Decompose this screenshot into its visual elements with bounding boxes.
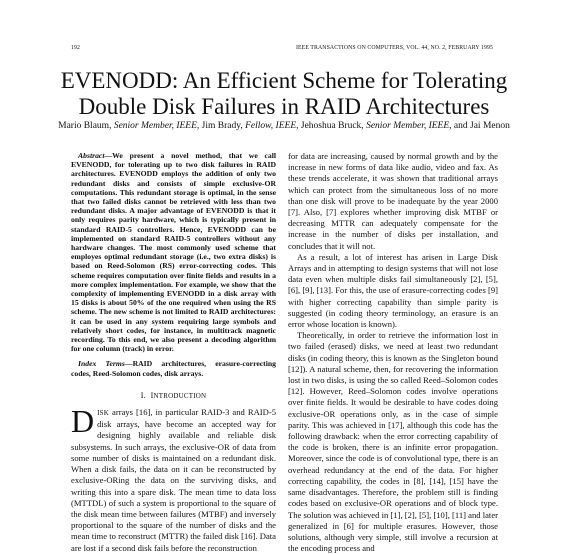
author-name: Mario Blaum,	[58, 121, 112, 131]
page-number: 192	[71, 45, 80, 51]
author-affiliation: Senior Member, IEEE,	[113, 121, 200, 131]
right-column	[288, 151, 498, 554]
abstract-text: We present a novel method, that we call EVENODD, for tolerating up to two disk failures in RAID architectures. EVENODD employs the addition of only two redundant disks and consists of simple exclusive-OR computations. This redundant storage is optimal, in the sense that two failed disks cannot be retrieved with less than two redundant disks. A major advantage of EVENODD is that it only requires parity hardware, which is typically present in standard RAID-5 controllers. Hence, EVENODD can be implemented on standard RAID-5 controllers without any hardware changes. The most commonly used scheme that employes optimal redundant storage (i.e., two extra disks) is based on Reed-Solomon (RS) error-correcting codes. This scheme requires computation over finite fields and results in a more complex implementation. For example, we show that the complexity of implementing EVENODD in a disk array with 15 disks is about 50% of the one required when using the RS scheme. The new scheme is not limited to RAID architectures: it can be used in any system requiring large symbols and relatively short codes, for instance, in multitrack magnetic recording. To this end, we also present a decoding algorithm for one column (track) in error.	[71, 151, 276, 354]
introduction-text: arrays [16], in particular RAID-3 and RAID-5 disk arrays, have become an accepted way for designing highly available and reliable disk subsystems. In such arrays, the exclusive-OR of data from some number of disks is maintained on a redundant disk. When a disk fails, the data on it can be reconstructed by exclusive-ORing the data on the surviving disks, and writing this into a spare disk. The mean time to data loss (MTTDL) of such a system is proportional to the square of the disk mean time between failures (MTBF) and inversely proportional to the square of the number of disks and the mean time to reconstruct (MTTR) the failed disk [16]. Data are lost if a second disk fails before the reconstruction	[71, 407, 276, 553]
lead-small-caps: ISK	[97, 409, 109, 418]
title-line-2: Double Disk Failures in RAID Architectures	[78, 94, 490, 119]
index-terms	[71, 359, 276, 377]
author-name: and Jai Menon	[453, 121, 510, 131]
author-name: Jim Brady,	[201, 121, 243, 131]
index-terms-label: Index Terms—	[78, 359, 133, 369]
body-paragraph: for data are increasing, caused by normal growth and by the increase in new forms of data like audio, video and fax. As these trends accelerate, it was shown that traditional arrays which can protect from the simultaneous loss of no more than one disk will prove to be inadequate by the year 2000 [7]. Also, [7] explores whether improving disk MTBF or decreasing MTTR can adequately compensate for the increase in the number of disks per installation, and concludes that it will not.	[288, 151, 498, 251]
author-affiliation: Fellow, IEEE,	[245, 121, 299, 131]
introduction-paragraph	[71, 403, 276, 554]
paper-title	[0, 68, 568, 120]
drop-cap: D	[71, 403, 95, 440]
body-paragraph: As a result, a lot of interest has arisen in Large Disk Arrays and in attempting to design systems that will not lose data even when multiple disks fail simultaneously [2], [5], [6], [9], [13]. For this, the use of erasure-correcting codes [9] with higher correcting capability than simple parity is suggested (in coding theory terminology, an erasure is an error whose location is known).	[288, 251, 498, 330]
section-title-rest: NTRODUCTION	[153, 391, 207, 400]
left-column	[71, 151, 276, 554]
journal-citation: IEEE TRANSACTIONS ON COMPUTERS, VOL. 44, NO. 2, FEBRUARY 1995	[296, 45, 493, 51]
author-name: Jehoshua Bruck,	[300, 121, 364, 131]
section-heading	[71, 390, 276, 402]
author-list	[0, 121, 568, 131]
abstract-label: Abstract—	[78, 151, 113, 160]
body-paragraph: Theoretically, in order to retrieve the information lost in two failed (erased) disks, we need at least two redundant disks (in coding theory, this is known as the Singleton bound [12]). A natural scheme, then, for recovering the information lost in two disks, is using the so called Reed–Solomon codes [12]. However, Reed–Solomon codes involve operations over finite fields. It would be desirable to have codes doing exclusive-OR operations only, as in the case of simple parity. This was achieved in [17], although this code has the following drawback: when the error correcting capability of the code is broken, there is an infinite error propagation. Moreover, since the code is of convolutional type, there is an overhead redundancy at the end of the data. For higher correcting capability, the codes in [8], [14], [15] have the same disadvantages. Therefore, the problem still is finding codes based on exclusive-OR operations and of block type. The solution was achieved in [1], [2], [5], [10], [11] and later generalized in [6] for multiple erasures. However, those solutions, although very simple, still involve a recursion at the encoding process and	[288, 330, 498, 554]
index-terms-text: RAID architectures, erasure-correcting codes, Reed-Solomon codes, disk arrays.	[71, 359, 276, 378]
section-title-initial: I	[150, 390, 154, 400]
title-line-1: EVENODD: An Efficient Scheme for Tolerating	[60, 68, 508, 93]
author-affiliation: Senior Member, IEEE,	[366, 121, 452, 131]
section-number: I.	[140, 390, 146, 400]
abstract	[71, 151, 276, 353]
